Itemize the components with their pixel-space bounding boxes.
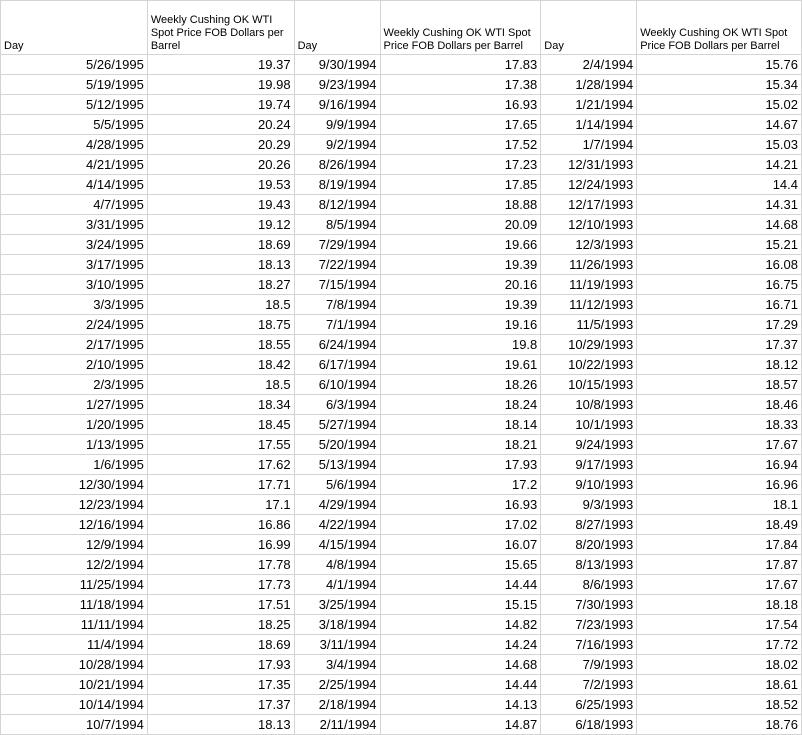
price-cell-3[interactable]: 14.4 xyxy=(637,175,802,195)
price-cell-2[interactable]: 18.26 xyxy=(380,375,541,395)
price-cell-2[interactable]: 17.38 xyxy=(380,75,541,95)
price-cell-2[interactable]: 19.61 xyxy=(380,355,541,375)
price-cell-2[interactable]: 19.8 xyxy=(380,335,541,355)
header-day-3[interactable]: Day xyxy=(541,1,637,55)
day-cell-3[interactable]: 8/20/1993 xyxy=(541,535,637,555)
day-cell-2[interactable]: 5/6/1994 xyxy=(294,475,380,495)
price-cell-3[interactable]: 14.21 xyxy=(637,155,802,175)
day-cell-1[interactable]: 10/28/1994 xyxy=(1,655,148,675)
price-cell-1[interactable]: 18.5 xyxy=(147,375,294,395)
table-row xyxy=(1,275,802,295)
day-cell-3[interactable]: 8/13/1993 xyxy=(541,555,637,575)
day-cell-2[interactable]: 2/11/1994 xyxy=(294,715,380,735)
price-cell-2[interactable]: 17.85 xyxy=(380,175,541,195)
price-cell-2[interactable]: 14.13 xyxy=(380,695,541,715)
day-cell-2[interactable]: 4/8/1994 xyxy=(294,555,380,575)
price-cell-3[interactable]: 18.46 xyxy=(637,395,802,415)
price-cell-1[interactable]: 17.35 xyxy=(147,675,294,695)
day-cell-2[interactable]: 9/2/1994 xyxy=(294,135,380,155)
price-cell-3[interactable]: 17.84 xyxy=(637,535,802,555)
price-cell-3[interactable]: 17.67 xyxy=(637,575,802,595)
day-cell-3[interactable]: 2/4/1994 xyxy=(541,55,637,75)
day-cell-2[interactable]: 8/5/1994 xyxy=(294,215,380,235)
table-row xyxy=(1,375,802,395)
price-cell-1[interactable]: 18.45 xyxy=(147,415,294,435)
price-cell-3[interactable]: 17.54 xyxy=(637,615,802,635)
table-row xyxy=(1,615,802,635)
price-cell-1[interactable]: 19.12 xyxy=(147,215,294,235)
table-row xyxy=(1,455,802,475)
day-cell-1[interactable]: 11/25/1994 xyxy=(1,575,148,595)
table-row xyxy=(1,155,802,175)
price-cell-3[interactable]: 14.67 xyxy=(637,115,802,135)
day-cell-3[interactable]: 10/29/1993 xyxy=(541,335,637,355)
day-cell-3[interactable]: 12/3/1993 xyxy=(541,235,637,255)
day-cell-3[interactable]: 11/19/1993 xyxy=(541,275,637,295)
day-cell-1[interactable]: 1/13/1995 xyxy=(1,435,148,455)
price-cell-2[interactable]: 17.65 xyxy=(380,115,541,135)
day-cell-1[interactable]: 11/11/1994 xyxy=(1,615,148,635)
price-cell-1[interactable]: 18.13 xyxy=(147,715,294,735)
day-cell-1[interactable]: 5/26/1995 xyxy=(1,55,148,75)
price-cell-3[interactable]: 18.12 xyxy=(637,355,802,375)
day-cell-3[interactable]: 7/9/1993 xyxy=(541,655,637,675)
table-row xyxy=(1,335,802,355)
day-cell-1[interactable]: 4/14/1995 xyxy=(1,175,148,195)
day-cell-1[interactable]: 10/14/1994 xyxy=(1,695,148,715)
price-cell-3[interactable]: 17.29 xyxy=(637,315,802,335)
price-cell-1[interactable]: 18.5 xyxy=(147,295,294,315)
day-cell-3[interactable]: 1/14/1994 xyxy=(541,115,637,135)
day-cell-3[interactable]: 9/17/1993 xyxy=(541,455,637,475)
price-cell-1[interactable]: 17.78 xyxy=(147,555,294,575)
day-cell-2[interactable]: 7/15/1994 xyxy=(294,275,380,295)
day-cell-1[interactable]: 5/5/1995 xyxy=(1,115,148,135)
price-cell-1[interactable]: 17.73 xyxy=(147,575,294,595)
day-cell-3[interactable]: 10/15/1993 xyxy=(541,375,637,395)
day-cell-1[interactable]: 3/24/1995 xyxy=(1,235,148,255)
table-row xyxy=(1,215,802,235)
price-cell-1[interactable]: 19.43 xyxy=(147,195,294,215)
table-row xyxy=(1,675,802,695)
day-cell-1[interactable]: 3/10/1995 xyxy=(1,275,148,295)
day-cell-2[interactable]: 4/15/1994 xyxy=(294,535,380,555)
price-cell-2[interactable]: 18.21 xyxy=(380,435,541,455)
table-row xyxy=(1,495,802,515)
price-cell-2[interactable]: 14.24 xyxy=(380,635,541,655)
table-row xyxy=(1,295,802,315)
price-cell-3[interactable]: 16.75 xyxy=(637,275,802,295)
price-cell-2[interactable]: 16.93 xyxy=(380,95,541,115)
price-cell-1[interactable]: 17.93 xyxy=(147,655,294,675)
day-cell-3[interactable]: 1/28/1994 xyxy=(541,75,637,95)
day-cell-3[interactable]: 10/22/1993 xyxy=(541,355,637,375)
table-row xyxy=(1,95,802,115)
price-cell-1[interactable]: 16.86 xyxy=(147,515,294,535)
day-cell-3[interactable]: 11/26/1993 xyxy=(541,255,637,275)
day-cell-3[interactable]: 10/8/1993 xyxy=(541,395,637,415)
day-cell-2[interactable]: 7/22/1994 xyxy=(294,255,380,275)
day-cell-1[interactable]: 12/9/1994 xyxy=(1,535,148,555)
price-cell-3[interactable]: 17.67 xyxy=(637,435,802,455)
day-cell-2[interactable]: 7/8/1994 xyxy=(294,295,380,315)
price-cell-1[interactable]: 18.69 xyxy=(147,235,294,255)
day-cell-3[interactable]: 7/2/1993 xyxy=(541,675,637,695)
header-price-1[interactable]: Weekly Cushing OK WTI Spot Price FOB Dollars per Barrel xyxy=(147,1,294,55)
price-cell-1[interactable]: 17.55 xyxy=(147,435,294,455)
price-cell-3[interactable]: 18.02 xyxy=(637,655,802,675)
price-cell-2[interactable]: 17.52 xyxy=(380,135,541,155)
price-cell-2[interactable]: 16.93 xyxy=(380,495,541,515)
day-cell-2[interactable]: 9/16/1994 xyxy=(294,95,380,115)
day-cell-2[interactable]: 5/13/1994 xyxy=(294,455,380,475)
price-cell-3[interactable]: 16.96 xyxy=(637,475,802,495)
day-cell-1[interactable]: 2/17/1995 xyxy=(1,335,148,355)
day-cell-2[interactable]: 3/4/1994 xyxy=(294,655,380,675)
price-cell-2[interactable]: 19.66 xyxy=(380,235,541,255)
price-cell-1[interactable]: 17.1 xyxy=(147,495,294,515)
price-cell-2[interactable]: 17.93 xyxy=(380,455,541,475)
day-cell-2[interactable]: 9/9/1994 xyxy=(294,115,380,135)
day-cell-1[interactable]: 3/31/1995 xyxy=(1,215,148,235)
day-cell-3[interactable]: 11/12/1993 xyxy=(541,295,637,315)
price-cell-3[interactable]: 15.21 xyxy=(637,235,802,255)
price-cell-3[interactable]: 16.08 xyxy=(637,255,802,275)
price-cell-2[interactable]: 20.09 xyxy=(380,215,541,235)
price-cell-2[interactable]: 18.24 xyxy=(380,395,541,415)
price-cell-1[interactable]: 18.27 xyxy=(147,275,294,295)
day-cell-3[interactable]: 9/10/1993 xyxy=(541,475,637,495)
price-cell-2[interactable]: 17.2 xyxy=(380,475,541,495)
day-cell-3[interactable]: 8/6/1993 xyxy=(541,575,637,595)
price-cell-3[interactable]: 18.52 xyxy=(637,695,802,715)
day-cell-3[interactable]: 7/30/1993 xyxy=(541,595,637,615)
header-day-2[interactable]: Day xyxy=(294,1,380,55)
price-cell-1[interactable]: 18.13 xyxy=(147,255,294,275)
day-cell-1[interactable]: 4/28/1995 xyxy=(1,135,148,155)
day-cell-2[interactable]: 8/12/1994 xyxy=(294,195,380,215)
day-cell-3[interactable]: 12/31/1993 xyxy=(541,155,637,175)
price-cell-2[interactable]: 14.44 xyxy=(380,575,541,595)
price-cell-3[interactable]: 14.68 xyxy=(637,215,802,235)
day-cell-1[interactable]: 1/6/1995 xyxy=(1,455,148,475)
header-price-2[interactable]: Weekly Cushing OK WTI Spot Price FOB Dollars per Barrel xyxy=(380,1,541,55)
day-cell-3[interactable]: 12/10/1993 xyxy=(541,215,637,235)
table-row xyxy=(1,175,802,195)
day-cell-3[interactable]: 10/1/1993 xyxy=(541,415,637,435)
day-cell-2[interactable]: 6/3/1994 xyxy=(294,395,380,415)
day-cell-1[interactable]: 10/21/1994 xyxy=(1,675,148,695)
price-cell-2[interactable]: 14.87 xyxy=(380,715,541,735)
price-cell-3[interactable]: 18.57 xyxy=(637,375,802,395)
day-cell-1[interactable]: 11/4/1994 xyxy=(1,635,148,655)
price-cell-1[interactable]: 17.71 xyxy=(147,475,294,495)
price-cell-1[interactable]: 19.74 xyxy=(147,95,294,115)
price-cell-2[interactable]: 17.02 xyxy=(380,515,541,535)
price-cell-3[interactable]: 15.34 xyxy=(637,75,802,95)
table-row xyxy=(1,195,802,215)
table-row xyxy=(1,475,802,495)
price-cell-3[interactable]: 18.76 xyxy=(637,715,802,735)
price-cell-3[interactable]: 17.37 xyxy=(637,335,802,355)
table-row xyxy=(1,655,802,675)
day-cell-1[interactable]: 12/2/1994 xyxy=(1,555,148,575)
day-cell-3[interactable]: 9/3/1993 xyxy=(541,495,637,515)
day-cell-2[interactable]: 7/29/1994 xyxy=(294,235,380,255)
day-cell-1[interactable]: 3/3/1995 xyxy=(1,295,148,315)
price-cell-2[interactable]: 19.39 xyxy=(380,255,541,275)
day-cell-1[interactable]: 1/27/1995 xyxy=(1,395,148,415)
day-cell-3[interactable]: 12/24/1993 xyxy=(541,175,637,195)
day-cell-1[interactable]: 1/20/1995 xyxy=(1,415,148,435)
price-cell-2[interactable]: 17.23 xyxy=(380,155,541,175)
table-row xyxy=(1,395,802,415)
price-cell-1[interactable]: 19.37 xyxy=(147,55,294,75)
day-cell-2[interactable]: 2/18/1994 xyxy=(294,695,380,715)
table-row xyxy=(1,635,802,655)
day-cell-1[interactable]: 12/23/1994 xyxy=(1,495,148,515)
price-cell-2[interactable]: 19.39 xyxy=(380,295,541,315)
day-cell-1[interactable]: 10/7/1994 xyxy=(1,715,148,735)
day-cell-2[interactable]: 8/26/1994 xyxy=(294,155,380,175)
price-cell-3[interactable]: 14.31 xyxy=(637,195,802,215)
day-cell-3[interactable]: 9/24/1993 xyxy=(541,435,637,455)
day-cell-2[interactable]: 3/11/1994 xyxy=(294,635,380,655)
price-cell-1[interactable]: 20.29 xyxy=(147,135,294,155)
table-row xyxy=(1,435,802,455)
day-cell-2[interactable]: 4/29/1994 xyxy=(294,495,380,515)
table-row xyxy=(1,695,802,715)
price-cell-3[interactable]: 15.02 xyxy=(637,95,802,115)
price-cell-3[interactable]: 16.94 xyxy=(637,455,802,475)
price-cell-3[interactable]: 18.61 xyxy=(637,675,802,695)
day-cell-2[interactable]: 2/25/1994 xyxy=(294,675,380,695)
price-cell-1[interactable]: 19.53 xyxy=(147,175,294,195)
price-cell-2[interactable]: 20.16 xyxy=(380,275,541,295)
price-cell-1[interactable]: 18.75 xyxy=(147,315,294,335)
table-row xyxy=(1,415,802,435)
price-cell-3[interactable]: 15.03 xyxy=(637,135,802,155)
day-cell-2[interactable]: 4/1/1994 xyxy=(294,575,380,595)
table-row xyxy=(1,535,802,555)
day-cell-1[interactable]: 2/24/1995 xyxy=(1,315,148,335)
table-row xyxy=(1,135,802,155)
day-cell-2[interactable]: 6/24/1994 xyxy=(294,335,380,355)
day-cell-1[interactable]: 12/16/1994 xyxy=(1,515,148,535)
day-cell-2[interactable]: 5/27/1994 xyxy=(294,415,380,435)
day-cell-1[interactable]: 11/18/1994 xyxy=(1,595,148,615)
day-cell-3[interactable]: 12/17/1993 xyxy=(541,195,637,215)
price-cell-1[interactable]: 17.37 xyxy=(147,695,294,715)
price-cell-1[interactable]: 18.42 xyxy=(147,355,294,375)
price-cell-2[interactable]: 16.07 xyxy=(380,535,541,555)
day-cell-3[interactable]: 6/18/1993 xyxy=(541,715,637,735)
price-cell-2[interactable]: 17.83 xyxy=(380,55,541,75)
price-cell-3[interactable]: 16.71 xyxy=(637,295,802,315)
price-cell-1[interactable]: 19.98 xyxy=(147,75,294,95)
header-row xyxy=(1,1,802,55)
price-cell-1[interactable]: 20.24 xyxy=(147,115,294,135)
price-cell-2[interactable]: 14.44 xyxy=(380,675,541,695)
table-row xyxy=(1,115,802,135)
price-cell-1[interactable]: 20.26 xyxy=(147,155,294,175)
price-cell-3[interactable]: 15.76 xyxy=(637,55,802,75)
day-cell-2[interactable]: 9/23/1994 xyxy=(294,75,380,95)
table-row xyxy=(1,515,802,535)
table-row xyxy=(1,595,802,615)
day-cell-3[interactable]: 7/16/1993 xyxy=(541,635,637,655)
price-cell-3[interactable]: 18.49 xyxy=(637,515,802,535)
price-cell-3[interactable]: 17.72 xyxy=(637,635,802,655)
price-cell-2[interactable]: 15.15 xyxy=(380,595,541,615)
table-row xyxy=(1,315,802,335)
day-cell-3[interactable]: 7/23/1993 xyxy=(541,615,637,635)
day-cell-1[interactable]: 2/3/1995 xyxy=(1,375,148,395)
price-cell-1[interactable]: 18.34 xyxy=(147,395,294,415)
day-cell-2[interactable]: 6/10/1994 xyxy=(294,375,380,395)
day-cell-2[interactable]: 3/25/1994 xyxy=(294,595,380,615)
price-cell-3[interactable]: 18.18 xyxy=(637,595,802,615)
day-cell-1[interactable]: 4/21/1995 xyxy=(1,155,148,175)
day-cell-3[interactable]: 6/25/1993 xyxy=(541,695,637,715)
price-cell-2[interactable]: 19.16 xyxy=(380,315,541,335)
table-row xyxy=(1,235,802,255)
price-cell-2[interactable]: 15.65 xyxy=(380,555,541,575)
day-cell-1[interactable]: 4/7/1995 xyxy=(1,195,148,215)
price-cell-3[interactable]: 18.1 xyxy=(637,495,802,515)
day-cell-3[interactable]: 11/5/1993 xyxy=(541,315,637,335)
table-row xyxy=(1,75,802,95)
table-row xyxy=(1,355,802,375)
price-cell-1[interactable]: 18.25 xyxy=(147,615,294,635)
price-cell-1[interactable]: 18.55 xyxy=(147,335,294,355)
price-cell-2[interactable]: 18.88 xyxy=(380,195,541,215)
day-cell-1[interactable]: 3/17/1995 xyxy=(1,255,148,275)
day-cell-1[interactable]: 5/19/1995 xyxy=(1,75,148,95)
price-cell-1[interactable]: 18.69 xyxy=(147,635,294,655)
day-cell-3[interactable]: 1/21/1994 xyxy=(541,95,637,115)
day-cell-2[interactable]: 9/30/1994 xyxy=(294,55,380,75)
price-cell-1[interactable]: 17.51 xyxy=(147,595,294,615)
day-cell-2[interactable]: 8/19/1994 xyxy=(294,175,380,195)
day-cell-2[interactable]: 6/17/1994 xyxy=(294,355,380,375)
day-cell-3[interactable]: 1/7/1994 xyxy=(541,135,637,155)
price-cell-2[interactable]: 18.14 xyxy=(380,415,541,435)
table-row xyxy=(1,555,802,575)
price-cell-3[interactable]: 17.87 xyxy=(637,555,802,575)
day-cell-3[interactable]: 8/27/1993 xyxy=(541,515,637,535)
day-cell-2[interactable]: 4/22/1994 xyxy=(294,515,380,535)
header-day-1[interactable]: Day xyxy=(1,1,148,55)
table-row xyxy=(1,55,802,75)
table-row xyxy=(1,255,802,275)
table-row xyxy=(1,575,802,595)
price-cell-1[interactable]: 17.62 xyxy=(147,455,294,475)
price-cell-3[interactable]: 18.33 xyxy=(637,415,802,435)
day-cell-1[interactable]: 5/12/1995 xyxy=(1,95,148,115)
header-price-3[interactable]: Weekly Cushing OK WTI Spot Price FOB Dollars per Barrel xyxy=(637,1,802,55)
day-cell-1[interactable]: 12/30/1994 xyxy=(1,475,148,495)
price-cell-2[interactable]: 14.82 xyxy=(380,615,541,635)
day-cell-1[interactable]: 2/10/1995 xyxy=(1,355,148,375)
day-cell-2[interactable]: 7/1/1994 xyxy=(294,315,380,335)
price-cell-1[interactable]: 16.99 xyxy=(147,535,294,555)
day-cell-2[interactable]: 5/20/1994 xyxy=(294,435,380,455)
price-cell-2[interactable]: 14.68 xyxy=(380,655,541,675)
day-cell-2[interactable]: 3/18/1994 xyxy=(294,615,380,635)
